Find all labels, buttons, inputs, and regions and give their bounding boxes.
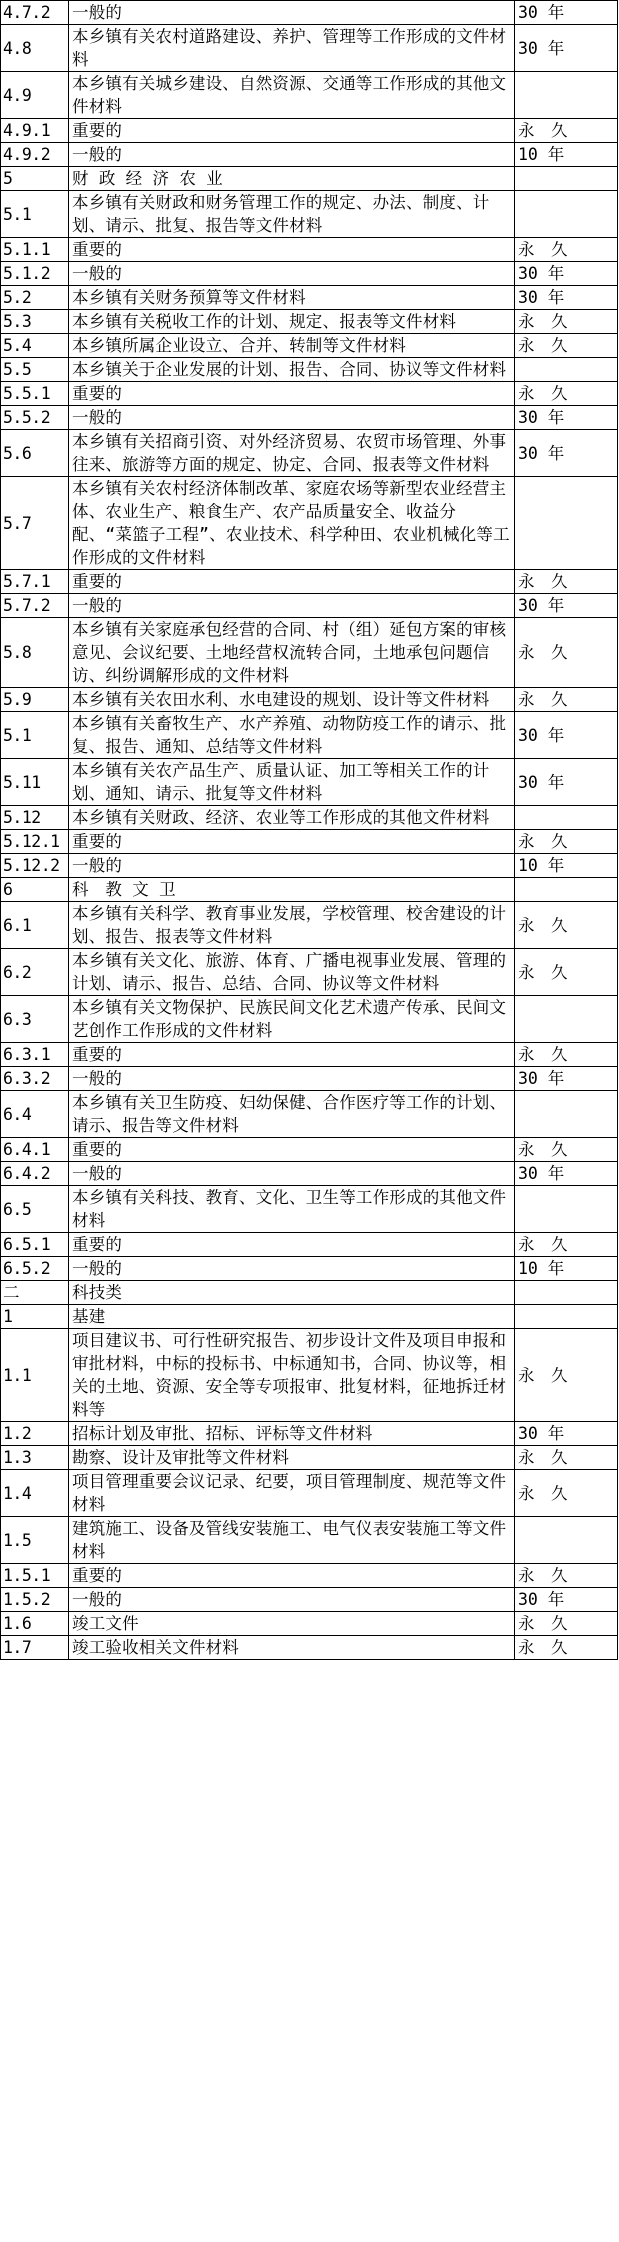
- table-row: [1, 1305, 618, 1329]
- row-code: 6.3.2: [1, 1067, 69, 1091]
- row-description: 项目建议书、可行性研究报告、初步设计文件及项目申报和审批材料，中标的投标书、中标通知书，合同、协议等，相关的土地、资源、安全等专项报审、批复材料，征地拆迁材料等: [69, 1329, 515, 1422]
- row-retention: [515, 806, 618, 830]
- row-retention: 永 久: [515, 688, 618, 712]
- row-code: 5.4: [1, 334, 69, 358]
- table-row: [1, 430, 618, 477]
- table-row: [1, 570, 618, 594]
- row-code: 6.5.1: [1, 1233, 69, 1257]
- table-row: [1, 618, 618, 688]
- row-description: 一般的: [69, 1588, 515, 1612]
- table-row: [1, 996, 618, 1043]
- row-retention: 30 年: [515, 1067, 618, 1091]
- table-row: [1, 1, 618, 25]
- row-description: 本乡镇有关卫生防疫、妇幼保健、合作医疗等工作的计划、请示、报告等文件材料: [69, 1091, 515, 1138]
- row-code: 6.4.1: [1, 1138, 69, 1162]
- row-code: 4.9.2: [1, 143, 69, 167]
- row-retention: 永 久: [515, 1470, 618, 1517]
- row-retention: 永 久: [515, 1636, 618, 1660]
- row-retention: [515, 1281, 618, 1305]
- row-description: 一般的: [69, 406, 515, 430]
- row-description: 科技类: [69, 1281, 515, 1305]
- row-retention: 永 久: [515, 618, 618, 688]
- row-code: 6.5.2: [1, 1257, 69, 1281]
- row-description: 本乡镇有关科技、教育、文化、卫生等工作形成的其他文件材料: [69, 1186, 515, 1233]
- table-row: [1, 688, 618, 712]
- table-row: [1, 406, 618, 430]
- table-row: [1, 806, 618, 830]
- row-retention: [515, 1305, 618, 1329]
- table-row: [1, 830, 618, 854]
- row-code: 5.12.2: [1, 854, 69, 878]
- row-retention: 30 年: [515, 1422, 618, 1446]
- row-retention: 永 久: [515, 1446, 618, 1470]
- table-row: [1, 878, 618, 902]
- row-code: 5.2: [1, 286, 69, 310]
- table-row: [1, 382, 618, 406]
- table-row: [1, 1517, 618, 1564]
- table-row: [1, 1636, 618, 1660]
- row-code: 5.12.1: [1, 830, 69, 854]
- row-code: 1.3: [1, 1446, 69, 1470]
- row-code: 5.5.1: [1, 382, 69, 406]
- row-description: 重要的: [69, 830, 515, 854]
- row-code: 1.6: [1, 1612, 69, 1636]
- row-description: 竣工验收相关文件材料: [69, 1636, 515, 1660]
- table-row: [1, 310, 618, 334]
- table-row: [1, 1257, 618, 1281]
- row-description: 竣工文件: [69, 1612, 515, 1636]
- table-row: [1, 1162, 618, 1186]
- row-retention: 30 年: [515, 712, 618, 759]
- row-code: 6.4.2: [1, 1162, 69, 1186]
- row-description: 财 政 经 济 农 业: [69, 167, 515, 191]
- row-retention: 10 年: [515, 143, 618, 167]
- row-code: 5.5.2: [1, 406, 69, 430]
- row-retention: 永 久: [515, 902, 618, 949]
- row-description: 重要的: [69, 382, 515, 406]
- row-description: 一般的: [69, 1162, 515, 1186]
- row-description: 一般的: [69, 1067, 515, 1091]
- row-description: 本乡镇有关城乡建设、自然资源、交通等工作形成的其他文件材料: [69, 72, 515, 119]
- table-row: [1, 1043, 618, 1067]
- row-code: 1: [1, 1305, 69, 1329]
- row-retention: [515, 477, 618, 570]
- row-code: 5.11: [1, 759, 69, 806]
- table-row: [1, 334, 618, 358]
- row-code: 5.9: [1, 688, 69, 712]
- table-row: [1, 1091, 618, 1138]
- row-description: 一般的: [69, 1, 515, 25]
- row-description: 科 教 文 卫: [69, 878, 515, 902]
- table-body: [1, 1, 618, 1660]
- row-retention: 永 久: [515, 1138, 618, 1162]
- row-description: 重要的: [69, 1138, 515, 1162]
- row-code: 1.1: [1, 1329, 69, 1422]
- row-code: 4.8: [1, 25, 69, 72]
- row-retention: 30 年: [515, 262, 618, 286]
- row-retention: 永 久: [515, 1564, 618, 1588]
- table-row: [1, 119, 618, 143]
- row-description: 招标计划及审批、招标、评标等文件材料: [69, 1422, 515, 1446]
- row-retention: 永 久: [515, 119, 618, 143]
- row-description: 重要的: [69, 238, 515, 262]
- row-code: 5.1.2: [1, 262, 69, 286]
- row-code: 4.9.1: [1, 119, 69, 143]
- row-description: 本乡镇有关农田水利、水电建设的规划、设计等文件材料: [69, 688, 515, 712]
- row-code: 1.4: [1, 1470, 69, 1517]
- table-row: [1, 1233, 618, 1257]
- row-retention: 30 年: [515, 594, 618, 618]
- row-code: 4.9: [1, 72, 69, 119]
- table-row: [1, 358, 618, 382]
- row-retention: 30 年: [515, 430, 618, 477]
- row-code: 5.1: [1, 191, 69, 238]
- row-code: 5.6: [1, 430, 69, 477]
- table-row: [1, 1446, 618, 1470]
- table-row: [1, 1138, 618, 1162]
- table-row: [1, 1067, 618, 1091]
- row-description: 本乡镇有关家庭承包经营的合同、村（组）延包方案的审核意见、会议纪要、土地经营权流转合同，土地承包问题信访、纠纷调解形成的文件材料: [69, 618, 515, 688]
- table-row: [1, 712, 618, 759]
- row-retention: [515, 167, 618, 191]
- row-description: 项目管理重要会议记录、纪要，项目管理制度、规范等文件材料: [69, 1470, 515, 1517]
- row-description: 一般的: [69, 262, 515, 286]
- row-description: 本乡镇有关农村道路建设、养护、管理等工作形成的文件材料: [69, 25, 515, 72]
- row-code: 5.1: [1, 712, 69, 759]
- row-description: 本乡镇有关畜牧生产、水产养殖、动物防疫工作的请示、批复、报告、通知、总结等文件材料: [69, 712, 515, 759]
- row-description: 基建: [69, 1305, 515, 1329]
- table-row: [1, 1470, 618, 1517]
- row-description: 重要的: [69, 1233, 515, 1257]
- row-retention: 30 年: [515, 1588, 618, 1612]
- row-retention: [515, 878, 618, 902]
- row-description: 本乡镇有关财政、经济、农业等工作形成的其他文件材料: [69, 806, 515, 830]
- table-row: [1, 143, 618, 167]
- row-description: 重要的: [69, 1043, 515, 1067]
- table-row: [1, 902, 618, 949]
- row-retention: 30 年: [515, 1162, 618, 1186]
- table-row: [1, 25, 618, 72]
- row-retention: 30 年: [515, 1, 618, 25]
- row-retention: [515, 1091, 618, 1138]
- row-retention: 30 年: [515, 759, 618, 806]
- table-row: [1, 759, 618, 806]
- table-row: [1, 286, 618, 310]
- row-retention: 永 久: [515, 334, 618, 358]
- row-retention: [515, 996, 618, 1043]
- row-description: 本乡镇有关财务预算等文件材料: [69, 286, 515, 310]
- row-retention: 永 久: [515, 830, 618, 854]
- row-code: 6.4: [1, 1091, 69, 1138]
- row-code: 5.7.1: [1, 570, 69, 594]
- row-code: 6.3: [1, 996, 69, 1043]
- table-row: [1, 1422, 618, 1446]
- row-description: 重要的: [69, 570, 515, 594]
- row-retention: 10 年: [515, 854, 618, 878]
- row-retention: 永 久: [515, 570, 618, 594]
- row-retention: 永 久: [515, 1612, 618, 1636]
- row-description: 本乡镇关于企业发展的计划、报告、合同、协议等文件材料: [69, 358, 515, 382]
- row-code: 5.1.1: [1, 238, 69, 262]
- row-retention: [515, 358, 618, 382]
- row-code: 5.8: [1, 618, 69, 688]
- table-row: [1, 477, 618, 570]
- row-retention: [515, 1517, 618, 1564]
- row-code: 6.2: [1, 949, 69, 996]
- row-code: 1.7: [1, 1636, 69, 1660]
- row-retention: 永 久: [515, 310, 618, 334]
- row-description: 一般的: [69, 143, 515, 167]
- row-code: 6: [1, 878, 69, 902]
- row-retention: 永 久: [515, 1329, 618, 1422]
- row-retention: 永 久: [515, 1043, 618, 1067]
- table-row: [1, 1588, 618, 1612]
- row-code: 5.7.2: [1, 594, 69, 618]
- table-row: [1, 854, 618, 878]
- row-description: 本乡镇有关文化、旅游、体育、广播电视事业发展、管理的计划、请示、报告、总结、合同、协议等文件材料: [69, 949, 515, 996]
- table-row: [1, 1281, 618, 1305]
- row-code: 1.2: [1, 1422, 69, 1446]
- row-code: 二: [1, 1281, 69, 1305]
- row-description: 一般的: [69, 854, 515, 878]
- row-code: 5.5: [1, 358, 69, 382]
- row-code: 5: [1, 167, 69, 191]
- row-code: 6.5: [1, 1186, 69, 1233]
- row-description: 本乡镇有关科学、教育事业发展，学校管理、校舍建设的计划、报告、报表等文件材料: [69, 902, 515, 949]
- row-code: 1.5.2: [1, 1588, 69, 1612]
- table-row: [1, 594, 618, 618]
- row-code: 5.12: [1, 806, 69, 830]
- table-row: [1, 238, 618, 262]
- row-description: 一般的: [69, 594, 515, 618]
- row-retention: [515, 72, 618, 119]
- table-row: [1, 949, 618, 996]
- row-code: 5.3: [1, 310, 69, 334]
- table-row: [1, 1186, 618, 1233]
- row-description: 本乡镇有关财政和财务管理工作的规定、办法、制度、计划、请示、批复、报告等文件材料: [69, 191, 515, 238]
- row-description: 本乡镇有关农产品生产、质量认证、加工等相关工作的计划、通知、请示、批复等文件材料: [69, 759, 515, 806]
- row-description: 本乡镇所属企业设立、合并、转制等文件材料: [69, 334, 515, 358]
- row-retention: 30 年: [515, 286, 618, 310]
- row-retention: 永 久: [515, 1233, 618, 1257]
- row-code: 4.7.2: [1, 1, 69, 25]
- row-description: 重要的: [69, 1564, 515, 1588]
- row-retention: 30 年: [515, 25, 618, 72]
- row-code: 1.5.1: [1, 1564, 69, 1588]
- table-row: [1, 72, 618, 119]
- table-row: [1, 1564, 618, 1588]
- row-code: 5.7: [1, 477, 69, 570]
- table-row: [1, 262, 618, 286]
- row-retention: [515, 191, 618, 238]
- table-row: [1, 191, 618, 238]
- row-retention: [515, 1186, 618, 1233]
- row-code: 1.5: [1, 1517, 69, 1564]
- row-description: 本乡镇有关农村经济体制改革、家庭农场等新型农业经营主体、农业生产、粮食生产、农产品质量安全、收益分配、“菜篮子工程”、农业技术、科学种田、农业机械化等工作形成的文件材料: [69, 477, 515, 570]
- row-description: 建筑施工、设备及管线安装施工、电气仪表安装施工等文件材料: [69, 1517, 515, 1564]
- row-description: 勘察、设计及审批等文件材料: [69, 1446, 515, 1470]
- row-retention: 永 久: [515, 949, 618, 996]
- row-code: 6.1: [1, 902, 69, 949]
- row-retention: 永 久: [515, 382, 618, 406]
- row-description: 重要的: [69, 119, 515, 143]
- row-description: 本乡镇有关招商引资、对外经济贸易、农贸市场管理、外事往来、旅游等方面的规定、协定、合同、报表等文件材料: [69, 430, 515, 477]
- row-description: 一般的: [69, 1257, 515, 1281]
- row-description: 本乡镇有关文物保护、民族民间文化艺术遗产传承、民间文艺创作工作形成的文件材料: [69, 996, 515, 1043]
- table-row: [1, 167, 618, 191]
- row-retention: 10 年: [515, 1257, 618, 1281]
- row-retention: 永 久: [515, 238, 618, 262]
- row-code: 6.3.1: [1, 1043, 69, 1067]
- row-description: 本乡镇有关税收工作的计划、规定、报表等文件材料: [69, 310, 515, 334]
- table-row: [1, 1612, 618, 1636]
- table-row: [1, 1329, 618, 1422]
- row-retention: 30 年: [515, 406, 618, 430]
